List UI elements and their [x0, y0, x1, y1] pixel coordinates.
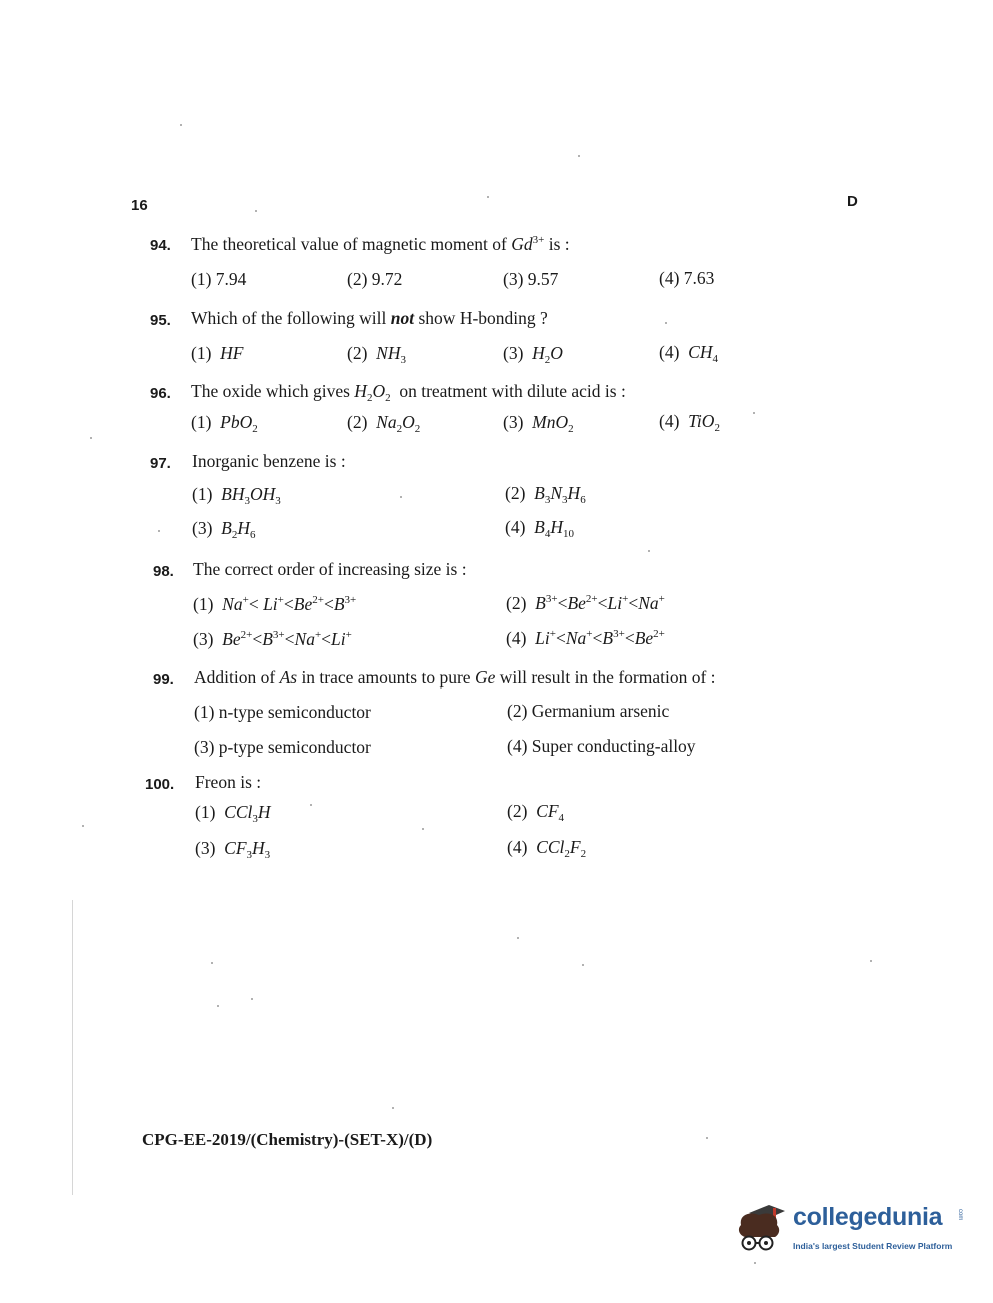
question-text: The oxide which gives $H_2O_2$ on treatment with dilute acid is :	[191, 381, 626, 404]
option: (3) p-type semiconductor	[194, 737, 371, 757]
option: (4) $Li^+<Na^+<B^{3+}<Be^{2+}$	[506, 628, 665, 648]
scan-speck	[90, 437, 92, 439]
option: (3) $H_2O$	[503, 343, 563, 366]
question-text: The theoretical value of magnetic moment of $Gd^{3+}$ is :	[191, 234, 570, 254]
scan-speck	[648, 550, 650, 552]
scan-speck	[582, 964, 584, 966]
option: (4) 7.63	[659, 268, 715, 288]
question-number: 100.	[145, 776, 175, 793]
option: (4) $CH_4$	[659, 342, 718, 365]
scan-speck	[753, 412, 755, 414]
option: (1) CCl$_3$H	[195, 802, 271, 825]
question-number: 96.	[150, 385, 171, 402]
option: (2) Germanium arsenic	[507, 701, 670, 721]
option: (3) $Be^{2+}<B^{3+}<Na^+<Li^+$	[193, 629, 352, 649]
option: (1) PbO$_2$	[191, 412, 258, 435]
logo-com: com	[957, 1209, 963, 1221]
option: (2) $CF_4$	[507, 801, 565, 824]
collegedunia-logo	[735, 1195, 965, 1270]
option: (3) $CF_3H_3$	[195, 838, 271, 861]
scan-speck	[578, 155, 580, 157]
question-text: The correct order of increasing size is :	[193, 559, 467, 579]
scan-speck	[422, 828, 424, 830]
scan-speck	[82, 825, 84, 827]
scan-speck	[158, 530, 160, 532]
scan-speck	[255, 210, 257, 212]
option: (2) 9.72	[347, 269, 403, 289]
option: (2) $B^{3+}<Be^{2+}<Li^+<Na^+$	[506, 593, 665, 613]
exam-code-footer: CPG-EE-2019/(Chemistry)-(SET-X)/(D)	[142, 1130, 433, 1149]
page-number: 16	[131, 197, 148, 214]
scan-speck	[870, 960, 872, 962]
mascot-icon	[735, 1195, 793, 1265]
scan-speck	[310, 804, 312, 806]
set-code: D	[847, 193, 858, 210]
scan-speck	[180, 124, 182, 126]
option: (1) $BH_3OH_3$	[192, 484, 281, 507]
question-text: Freon is :	[195, 772, 262, 792]
option: (1) n-type semiconductor	[194, 702, 371, 722]
option: (4) TiO$_2$	[659, 411, 720, 434]
question-number: 94.	[150, 237, 171, 254]
scan-speck	[440, 687, 442, 689]
scan-speck	[211, 962, 213, 964]
option: (4) $B_4H_{10}$	[505, 517, 574, 540]
option: (1) 7.94	[191, 269, 247, 289]
question-number: 98.	[153, 563, 174, 580]
option: (3) MnO$_2$	[503, 412, 574, 435]
logo-name: collegedunia	[793, 1203, 943, 1231]
logo-tagline: India's largest Student Review Platform	[793, 1241, 953, 1251]
question-number: 97.	[150, 455, 171, 472]
question-number: 99.	[153, 671, 174, 688]
scan-margin-line	[72, 900, 73, 1195]
option: (2) $NH_3$	[347, 343, 406, 366]
scan-speck	[665, 322, 667, 324]
question-number: 95.	[150, 312, 171, 329]
scan-speck	[400, 496, 402, 498]
option: (4) $CCl_2F_2$	[507, 837, 587, 860]
scan-speck	[251, 998, 253, 1000]
scan-speck	[706, 1137, 708, 1139]
option: (2) $Na_2O_2$	[347, 412, 421, 435]
option: (3) $B_2H_6$	[192, 518, 256, 541]
option: (1) $Na^+< Li^+<Be^{2+}<B^{3+}$	[193, 594, 357, 614]
option: (3) 9.57	[503, 269, 559, 289]
question-text: Addition of As in trace amounts to pure Ge will result in the formation of :	[194, 667, 716, 687]
scan-speck	[392, 1107, 394, 1109]
scan-speck	[217, 1005, 219, 1007]
question-text: Inorganic benzene is :	[192, 451, 346, 471]
scan-speck	[487, 196, 489, 198]
scan-speck	[517, 937, 519, 939]
option: (1) HF	[191, 343, 244, 363]
option: (2) $B_3N_3H_6$	[505, 483, 586, 506]
option: (4) Super conducting-alloy	[507, 736, 696, 756]
question-text: Which of the following will not show H-bonding ?	[191, 308, 548, 328]
